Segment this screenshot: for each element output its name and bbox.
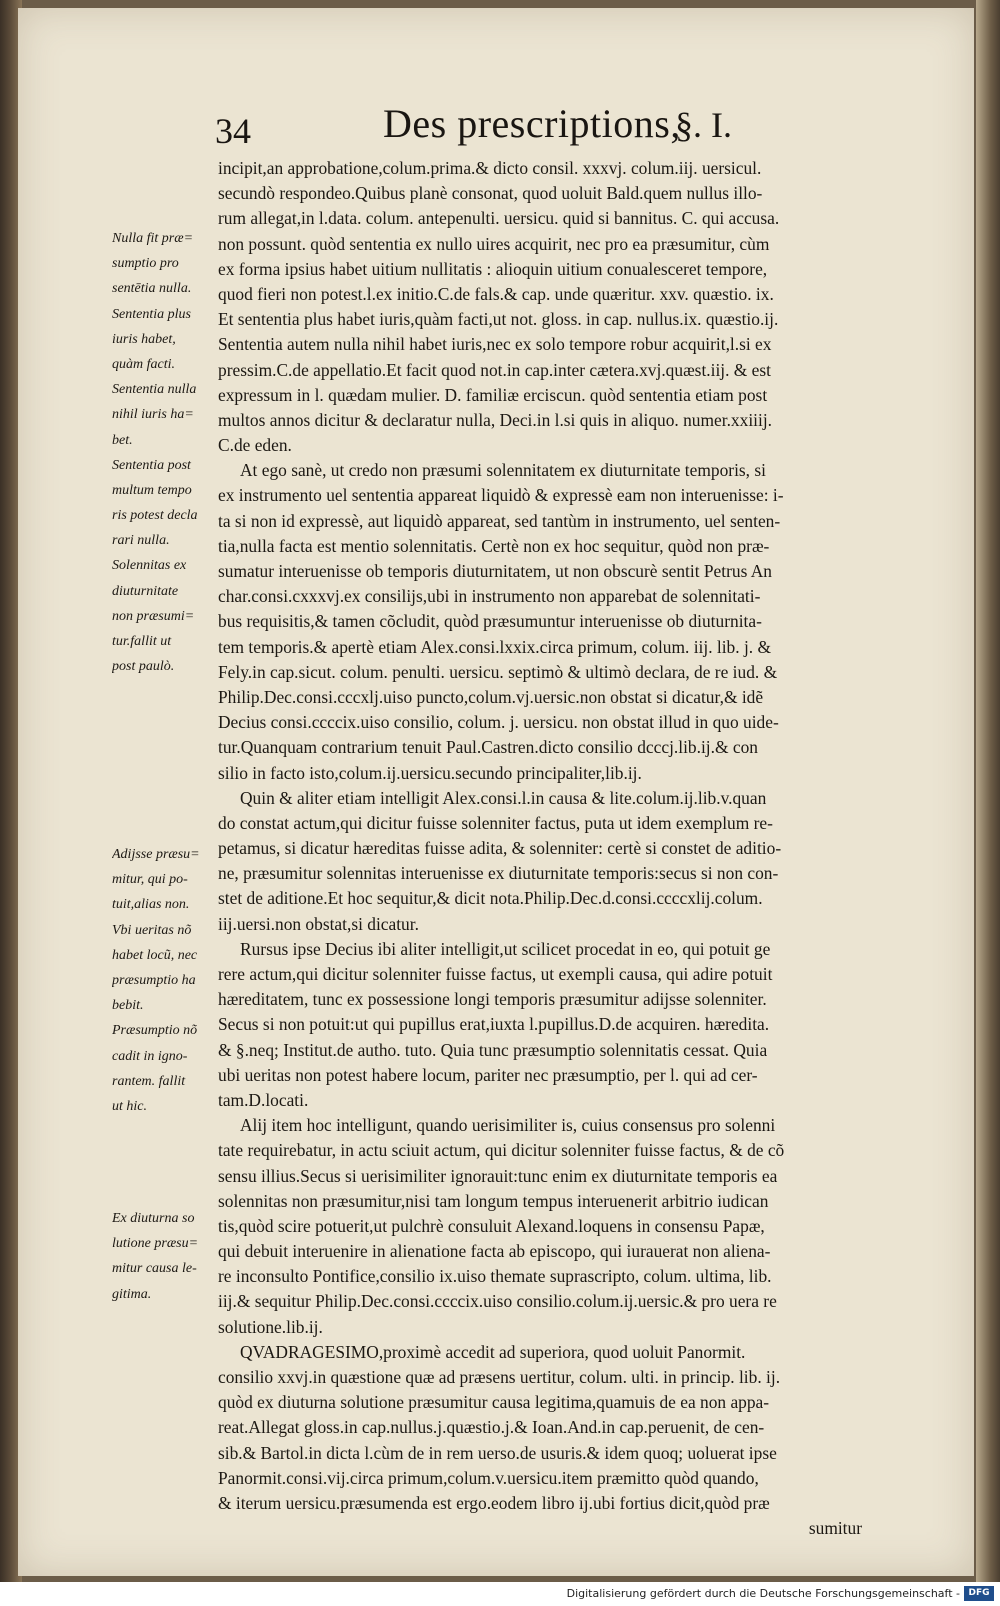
- dfg-logo: DFG: [964, 1586, 994, 1601]
- text-line: tia,nulla facta est mentio solennitatis. Certè non ex hoc sequitur, quòd non præ-: [218, 535, 770, 556]
- margin-note-line: sumptio pro: [112, 256, 179, 272]
- margin-note-line: nihil iuris ha=: [112, 407, 194, 423]
- margin-notes-group-2: [112, 842, 214, 1119]
- text-line: Rursus ipse Decius ibi aliter intelligit,ut scilicet procedat in eo, qui potuit ge: [240, 938, 771, 959]
- text-line: incipit,an approbatione,colum.prima.& dicto consil. xxxvj. colum.iij. uersicul.: [218, 158, 762, 178]
- margin-note-line: diuturnitate: [112, 583, 179, 599]
- margin-note-line: iuris habet,: [112, 331, 176, 347]
- text-line: ta si non id expressè, aut liquidò appareat, sed tantùm in instrumento, uel senten-: [218, 510, 781, 531]
- footer-bar: [0, 1582, 1000, 1606]
- running-head: [215, 100, 805, 160]
- section-mark: §. I.: [675, 105, 732, 145]
- margin-note-line: rari nulla.: [112, 533, 170, 549]
- text-line: Panormit.consi.vij.circa primum,colum.v.uersicu.item præmitto quòd quando,: [218, 1467, 759, 1488]
- margin-note-line: non præsumi=: [112, 608, 195, 624]
- margin-note-line: lutione præsu=: [112, 1236, 199, 1252]
- text-line: char.consi.cxxxvj.ex consilijs,ubi in instrumento non apparebat de solennitati-: [218, 586, 761, 607]
- margin-note-line: post paulò.: [112, 659, 175, 675]
- text-line: ex forma ipsius habet uitium nullitatis : alioquin uitium conualesceret tempore,: [218, 258, 768, 279]
- margin-note-line: cadit in igno-: [112, 1048, 188, 1064]
- margin-note-line: Præsumptio nõ: [112, 1023, 198, 1039]
- digitization-credit: Digitalisierung gefördert durch die Deutsche Forschungsgemeinschaft -: [566, 1587, 960, 1600]
- margin-note-line: quàm facti.: [112, 356, 175, 372]
- text-line: Quin & aliter etiam intelligit Alex.consi.l.in causa & lite.colum.ij.lib.v.quan: [240, 787, 767, 808]
- margin-note-line: rantem. fallit: [112, 1073, 186, 1089]
- text-line: C.de eden.: [218, 435, 292, 456]
- text-line: rum allegat,in l.data. colum. antepenulti. uersicu. quid si bannitus. C. qui accusa.: [218, 208, 780, 229]
- margin-note-line: Vbi ueritas nõ: [112, 922, 192, 938]
- margin-note-line: bebit.: [112, 998, 144, 1014]
- text-line: Alij item hoc intelligunt, quando uerisimiliter is, cuius consensus pro solenni: [240, 1115, 776, 1136]
- text-line: Sententia autem nulla nihil habet iuris,nec ex solo tempore robur acquirit,l.si ex: [218, 334, 772, 355]
- text-line: stet de aditione.Et hoc sequitur,& dicit nota.Philip.Dec.d.consi.ccccxlij.colum.: [218, 888, 763, 909]
- text-line: Decius consi.ccccix.uiso consilio, colum. j. uersicu. non obstat illud in quo uide-: [218, 712, 779, 733]
- text-line: tis,quòd scire potuerit,ut pulchrè consuluit Alexand.loquens in consensu Papæ,: [218, 1215, 765, 1236]
- text-line: qui debuit interuenire in alienatione facta ab episcopo, qui iurauerat non aliena-: [218, 1241, 771, 1262]
- text-line: tate requirebatur, in actu sciuit actum, qui dicitur solenniter fuisse factus, & de cõ: [218, 1140, 785, 1161]
- text-line: iij.uersi.non obstat,si dicatur.: [218, 913, 419, 934]
- margin-note-line: gitima.: [112, 1286, 152, 1302]
- margin-note-line: Ex diuturna so: [112, 1211, 195, 1226]
- text-line: sumitur: [808, 1518, 862, 1539]
- text-line: ex instrumento uel sententia appareat liquidò & expressè eam non interuenisse: i-: [218, 485, 784, 506]
- margin-notes-group-3: [112, 1206, 214, 1307]
- body-text: [218, 156, 868, 1541]
- text-line: do constat actum,qui dicitur fuisse solenniter factus, puta ut idem exemplum re-: [218, 812, 773, 833]
- text-line: sib.& Bartol.in dicta l.cùm de in rem uerso.de usuris.& idem quoq; uoluerat ipse: [218, 1442, 777, 1463]
- text-line: petamus, si dicatur hæreditas fuisse adita, & solenniter: certè si constet de aditio-: [218, 838, 782, 859]
- text-line: expressum in l. quædam mulier. D. familiæ erciscun. quòd sententia etiam post: [218, 384, 768, 405]
- margin-note-line: mitur causa le-: [112, 1261, 197, 1277]
- text-line: sensu illius.Secus si uerisimiliter ignorauit:tunc enim ex diuturnitate temporis ea: [218, 1165, 778, 1186]
- margin-note-line: Adijsse præsu=: [112, 847, 200, 862]
- text-line: tem temporis.& apertè etiam Alex.consi.lxxix.circa primum, colum. iij. lib. j. &: [218, 636, 772, 657]
- text-line: bus requisitis,& tamen cõcludit, quòd præsumuntur interuenisse ob diuturnita-: [218, 611, 762, 632]
- text-line: QVADRAGESIMO,proximè accedit ad superiora, quod uoluit Panormit.: [240, 1341, 746, 1362]
- margin-note-line: Sententia plus: [112, 306, 191, 322]
- margin-note-line: mitur, qui po-: [112, 872, 188, 888]
- text-line: ne, præsumitur solennitas interuenisse ex diuturnitate temporis:secus si non con-: [218, 863, 779, 884]
- text-line: multos annos dicitur & declaratur nulla, Deci.in l.si quis in aliquo. numer.xxiiij.: [218, 409, 772, 430]
- text-line: rere actum,qui dicitur solenniter fuisse factus, ut exempli causa, qui adire potuit: [218, 964, 773, 984]
- text-line: iij.& sequitur Philip.Dec.consi.ccccix.uiso consilio.colum.ij.uersic.& pro uera re: [218, 1291, 777, 1312]
- text-line: quòd ex diuturna solutione præsumitur causa legitima,quamuis de ea non appa-: [218, 1392, 770, 1413]
- text-line: Et sententia plus habet iuris,quàm facti,ut not. gloss. in cap. nullus.ix. quæstio.ij.: [218, 309, 779, 330]
- text-line: consilio xxvj.in quæstione quæ ad præsens uertitur, colum. ulti. in princip. lib. ij.: [218, 1367, 781, 1387]
- text-line: solutione.lib.ij.: [218, 1316, 323, 1337]
- margin-note-line: præsumptio ha: [112, 972, 196, 988]
- page-number: 34: [215, 111, 251, 151]
- text-line: At ego sanè, ut credo non præsumi solennitatem ex diuturnitate temporis, si: [240, 460, 766, 481]
- margin-note-line: Sententia post: [112, 457, 191, 473]
- text-line: re inconsulto Pontifice,consilio ix.uiso themate suprascripto, colum. ultima, lib.: [218, 1266, 772, 1287]
- margin-note-line: ut hic.: [112, 1098, 147, 1114]
- text-line: solennitas non præsumitur,nisi tam longum tempus interuenerit arbitrio iudican: [218, 1190, 769, 1211]
- margin-note-line: Nulla fit præ=: [112, 231, 194, 246]
- margin-note-line: bet.: [112, 432, 133, 448]
- margin-notes-group-1: [112, 226, 214, 679]
- text-line: Secus si non potuit:ut qui pupillus erat,iuxta l.pupillus.D.de acquiren. hæredita.: [218, 1014, 770, 1035]
- text-line: silio in facto isto,colum.ij.uersicu.secundo principaliter,lib.ij.: [218, 762, 642, 783]
- text-line: & iterum uersicu.præsumenda est ergo.eodem libro ij.ubi fortius dicit,quòd præ: [218, 1492, 770, 1513]
- margin-note-line: tur.fallit ut: [112, 634, 172, 649]
- text-line: pressim.C.de appellatio.Et facit quod not.in cap.inter cætera.xvj.quæst.iij. & est: [218, 359, 772, 380]
- text-line: secundò respondeo.Quibus planè consonat, quod uoluit Bald.quem nullus illo-: [218, 183, 763, 204]
- text-line: & §.neq; Institut.de autho. tuto. Quia tunc præsumptio solennitatis cessat. Quia: [218, 1039, 768, 1060]
- margin-note-line: ris potest decla: [112, 508, 198, 524]
- margin-note-line: multum tempo: [112, 482, 192, 498]
- text-line: Fely.in cap.sicut. colum. penulti. uersicu. septimò & ultimò declara, de re iud. &: [218, 661, 778, 682]
- margin-note-line: Solennitas ex: [112, 558, 187, 574]
- margin-note-line: Sententia nulla: [112, 382, 197, 398]
- margin-note-line: tuit,alias non.: [112, 897, 190, 913]
- page-title: Des prescriptions,: [383, 101, 681, 146]
- text-line: ubi ueritas non potest habere locum, pariter nec præsumptio, per l. qui ad cer-: [218, 1064, 758, 1085]
- text-line: reat.Allegat gloss.in cap.nullus.j.quæstio.j.& Ioan.And.in cap.peruenit, de cen-: [218, 1417, 765, 1438]
- text-line: tur.Quanquam contrarium tenuit Paul.Castren.dicto consilio dcccj.lib.ij.& con: [218, 737, 758, 758]
- text-line: non possunt. quòd sententia ex nullo uires acquirit, nec pro ea præsumitur, cùm: [218, 233, 770, 254]
- margin-note-line: habet locũ, nec: [112, 947, 198, 963]
- margin-note-line: sentētia nulla.: [112, 281, 192, 297]
- text-line: quod fieri non potest.l.ex initio.C.de fals.& cap. unde quæritur. xxv. quæstio. ix.: [218, 283, 774, 304]
- text-line: Philip.Dec.consi.cccxlj.uiso puncto,colum.vj.uersic.non obstat si dicatur,& idẽ: [218, 686, 764, 707]
- text-line: sumatur interuenisse ob temporis diuturnitatem, ut non obscurè sentit Petrus An: [218, 561, 773, 581]
- book-page-edge: [976, 0, 1000, 1606]
- text-line: tam.D.locati.: [218, 1089, 309, 1110]
- text-line: hæreditatem, tunc ex possessione longi temporis præsumitur adijsse solenniter.: [218, 989, 767, 1010]
